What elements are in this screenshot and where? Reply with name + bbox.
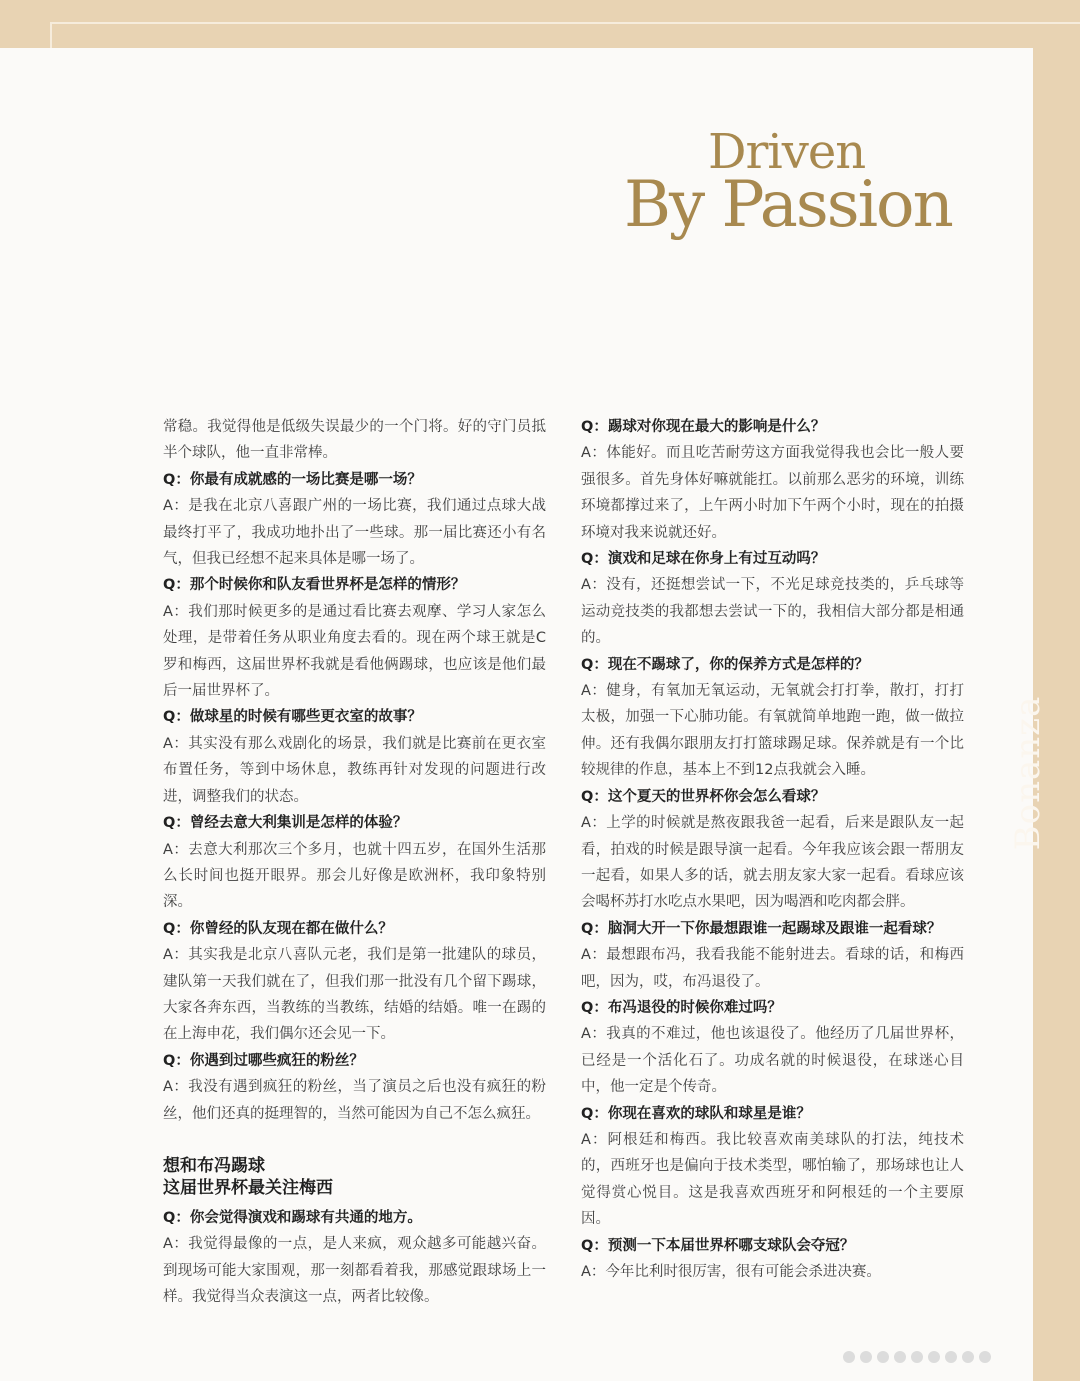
page-dot <box>843 1351 855 1363</box>
pagination-dots <box>843 1351 991 1363</box>
page-dot <box>945 1351 957 1363</box>
page-dot <box>877 1351 889 1363</box>
page-dot <box>928 1351 940 1363</box>
frame-line-corner <box>50 22 52 50</box>
question-text: Q：踢球对你现在最大的影响是什么？ <box>581 419 826 435</box>
question-text: Q：这个夏天的世界杯你会怎么看球？ <box>581 788 826 805</box>
answer-text: A：我没有遇到疯狂的粉丝，当了演员之后也没有疯狂的粉丝，他们还真的挺理智的，当然可能因为自己不怎么疯狂。 <box>163 1079 546 1122</box>
answer-text: A：最想跟布冯，我看我能不能射进去。看球的话，和梅西吧，因为，哎，布冯退役了。 <box>581 947 964 990</box>
page-dot <box>894 1351 906 1363</box>
question-text: Q：你遇到过哪些疯狂的粉丝？ <box>163 1052 364 1069</box>
page-dot <box>860 1351 872 1363</box>
question-text: Q：预测一下本届世界杯哪支球队会夺冠？ <box>581 1237 855 1254</box>
question-text: Q：你最有成就感的一场比赛是哪一场？ <box>163 471 422 488</box>
answer-text: 常稳。我觉得他是低级失误最少的一个门将。好的守门员抵半个球队，他一直非常棒。 <box>163 419 546 462</box>
frame-line <box>50 22 1080 24</box>
question-text: Q：做球星的时候有哪些更衣室的故事？ <box>163 709 422 726</box>
top-border-band <box>0 0 1080 48</box>
right-column <box>581 414 964 1285</box>
answer-text: A：是我在北京八喜跟广州的一场比赛，我们通过点球大战最终打平了，我成功地扑出了一些球。那一届比赛还小有名气，但我已经想不起来具体是哪一场了。 <box>163 498 546 568</box>
answer-text: A：去意大利那次三个多月，也就十四五岁，在国外生活那么长时间也挺开眼界。那会儿好像是欧洲杯，我印象特别深。 <box>163 841 546 911</box>
page-title-line-1: Driven <box>708 124 866 180</box>
question-text: Q：你曾经的队友现在都在做什么？ <box>163 920 393 937</box>
answer-text: A：今年比利时很厉害，很有可能会杀进决赛。 <box>581 1264 881 1280</box>
side-label: Bonanza <box>1008 695 1048 851</box>
question-text: Q：那个时候你和队友看世界杯是怎样的情形？ <box>163 577 466 594</box>
question-text: Q：演戏和足球在你身上有过互动吗？ <box>581 551 826 568</box>
question-text: Q：你现在喜欢的球队和球星是谁？ <box>581 1105 811 1122</box>
question-text: Q：你会觉得演戏和踢球有共通的地方。 <box>163 1209 422 1226</box>
page-title-line-2: By Passion <box>624 168 952 242</box>
page-dot <box>911 1351 923 1363</box>
answer-text: A：健身，有氧加无氧运动，无氧就会打打拳，散打，打打太极，加强一下心肺功能。有氧就简单地跑一跑，做一做拉伸。还有我偶尔跟朋友打打篮球踢足球。保养就是有一个比较规律的作息，基本上不到12点我就会入睡。 <box>581 683 964 779</box>
question-text: Q：布冯退役的时候你难过吗？ <box>581 999 782 1016</box>
page-dot <box>962 1351 974 1363</box>
answer-text: A：阿根廷和梅西。我比较喜欢南美球队的打法，纯技术的，西班牙也是偏向于技术类型，哪怕输了，那场球也让人觉得赏心悦目。这是我喜欢西班牙和阿根廷的一个主要原因。 <box>581 1131 964 1228</box>
page-dot <box>979 1351 991 1363</box>
answer-text: A：没有，还挺想尝试一下，不光足球竞技类的，乒乓球等运动竞技类的我都想去尝试一下的，我相信大部分都是相通的。 <box>581 577 964 647</box>
section-heading: 想和布冯踢球 这届世界杯最关注梅西 <box>163 1155 333 1198</box>
answer-text: A：我真的不难过，他也该退役了。他经历了几届世界杯，已经是一个活化石了。功成名就的时候退役，在球迷心目中，他一定是个传奇。 <box>581 1026 964 1096</box>
question-text: Q：脑洞大开一下你最想跟谁一起踢球及跟谁一起看球？ <box>581 920 942 937</box>
left-column <box>163 414 546 1311</box>
question-text: Q：曾经去意大利集训是怎样的体验？ <box>163 815 408 832</box>
question-text: Q：现在不踢球了，你的保养方式是怎样的？ <box>581 656 869 673</box>
answer-text: A：我们那时候更多的是通过看比赛去观摩、学习人家怎么处理，是带着任务从职业角度去看的。现在两个球王就是C罗和梅西，这届世界杯我就是看他俩踢球，也应该是他们最后一届世界杯了。 <box>163 603 546 700</box>
answer-text: A：我觉得最像的一点，是人来疯，观众越多可能越兴奋。到现场可能大家围观，那一刻都看着我，那感觉跟球场上一样。我觉得当众表演这一点，两者比较像。 <box>163 1236 546 1306</box>
answer-text: A：体能好。而且吃苦耐劳这方面我觉得我也会比一般人要强很多。首先身体好嘛就能扛。以前那么恶劣的环境，训练环境都撑过来了，上午两小时加下午两个小时，现在的拍摄环境对我来说就还好。 <box>581 445 964 541</box>
side-band <box>1008 48 1080 1381</box>
answer-text: A：上学的时候就是熬夜跟我爸一起看，后来是跟队友一起看，拍戏的时候是跟导演一起看。今年我应该会跟一帮朋友一起看，如果人多的话，就去朋友家大家一起看。看球应该会喝杯苏打水吃点水果吧，因为喝酒和吃肉都会胖。 <box>581 815 964 911</box>
answer-text: A：其实没有那么戏剧化的场景，我们就是比赛前在更衣室布置任务，等到中场休息，教练再针对发现的问题进行改进，调整我们的状态。 <box>163 735 546 805</box>
answer-text: A：其实我是北京八喜队元老，我们是第一批建队的球员，建队第一天我们就在了，但我们那一批没有几个留下踢球，大家各奔东西，当教练的当教练，结婚的结婚。唯一在踢的在上海申花，我们偶尔还会见一下。 <box>163 947 546 1043</box>
